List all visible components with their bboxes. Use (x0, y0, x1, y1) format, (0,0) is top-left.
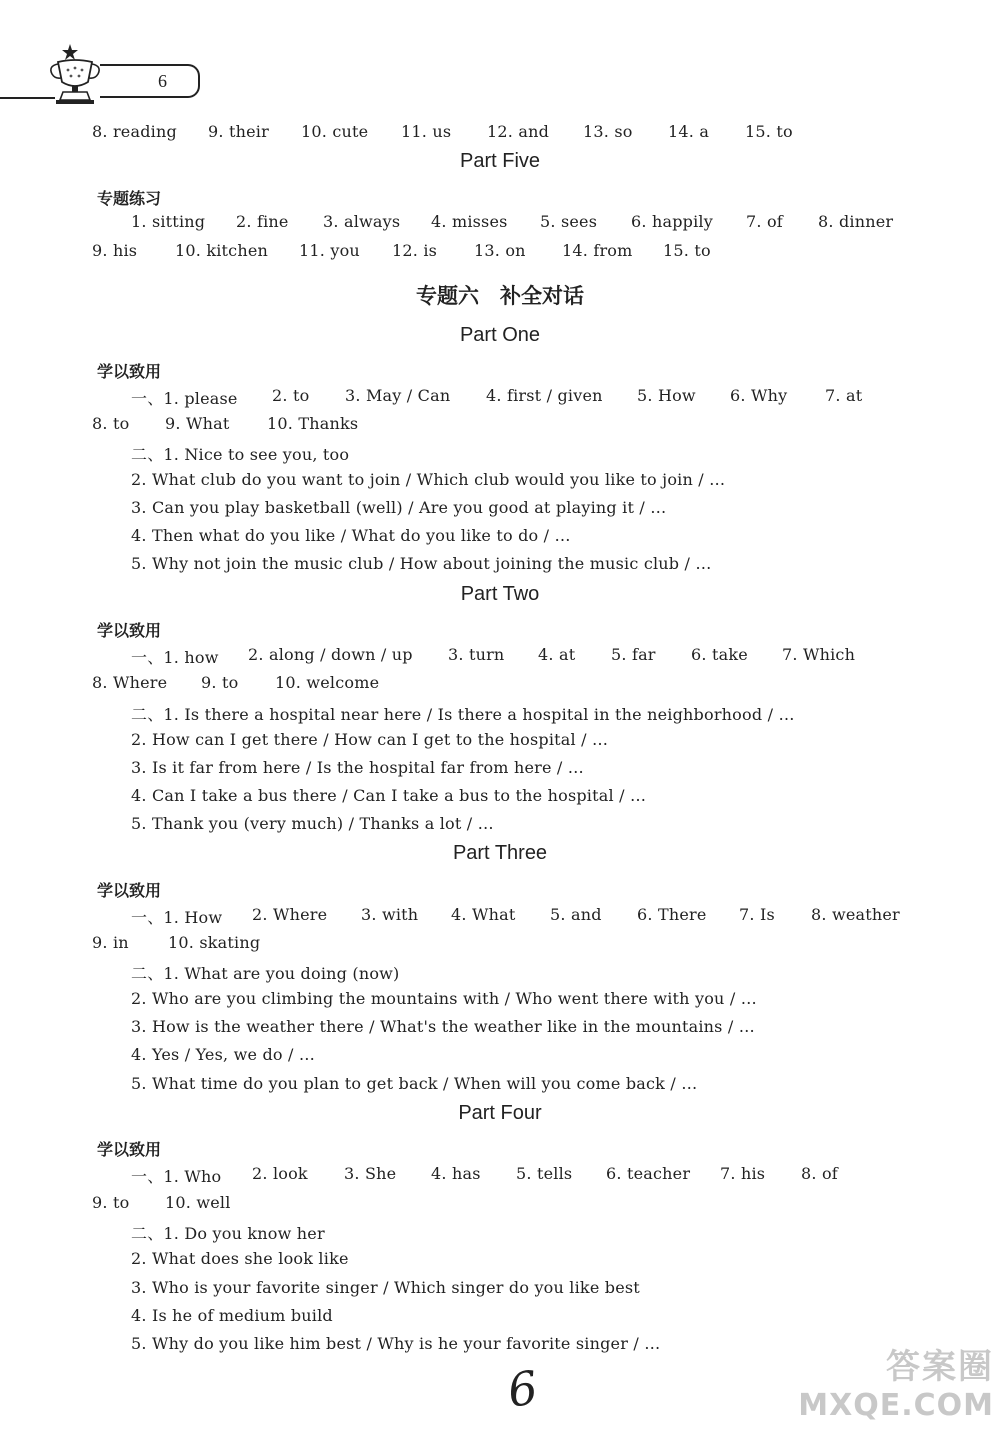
answer-line: 5. Thank you (very much) / Thanks a lot / … (131, 814, 494, 833)
answer-item: 一、1. how (131, 648, 219, 667)
answer-line: 5. Why not join the music club / How about joining the music club / … (131, 554, 712, 573)
answer-line: 2. Who are you climbing the mountains with / Who went there with you / … (131, 989, 757, 1008)
answer-item: 4. What (451, 905, 516, 924)
exercise-label: 专题练习 (97, 189, 162, 208)
answer-line: 二、1. What are you doing (now) (131, 964, 400, 983)
answer-item: 8. of (801, 1164, 838, 1183)
answer-item: 8. to (92, 414, 130, 433)
section-title-part-four: Part Four (458, 1102, 542, 1124)
answer-item: 1. sitting (131, 212, 206, 231)
answer-item: 10. welcome (275, 673, 380, 692)
answer-item: 10. Thanks (267, 414, 359, 433)
section-title-part-one: Part One (459, 324, 541, 346)
watermark (798, 1339, 994, 1423)
answer-item: 10. skating (168, 933, 261, 952)
answer-item: 9. to (92, 1193, 130, 1212)
answer-line: 2. What club do you want to join / Which club would you like to join / … (131, 470, 726, 489)
answer-item: 4. has (431, 1164, 481, 1183)
answer-item: 5. tells (516, 1164, 573, 1183)
page-number-box (100, 64, 200, 98)
answer-item: 8. dinner (818, 212, 894, 231)
answer-item: 5. far (611, 645, 656, 664)
answer-line: 4. Then what do you like / What do you like to do / … (131, 526, 571, 545)
answer-item: 6. take (691, 645, 748, 664)
section-title-part-three: Part Three (452, 842, 548, 864)
answer-item: 9. his (92, 241, 138, 260)
answer-item: 8. reading (92, 122, 177, 141)
page-number: 6 (158, 71, 167, 91)
answer-item: 3. always (323, 212, 401, 231)
answer-item: 6. teacher (606, 1164, 691, 1183)
answer-item: 11. you (299, 241, 360, 260)
answer-item: 2. look (252, 1164, 308, 1183)
answer-item: 11. us (401, 122, 452, 141)
answer-line: 二、1. Nice to see you, too (131, 445, 350, 464)
answer-item: 9. their (208, 122, 269, 141)
answer-item: 3. turn (448, 645, 505, 664)
section-title-part-five: Part Five (459, 150, 541, 172)
answer-item: 12. and (487, 122, 550, 141)
answer-line: 5. Why do you like him best / Why is he your favorite singer / … (131, 1334, 661, 1353)
section-title-part-two: Part Two (460, 583, 540, 605)
answer-item: 10. cute (301, 122, 369, 141)
answer-line: 4. Yes / Yes, we do / … (131, 1045, 316, 1064)
answer-item: 6. Why (730, 386, 788, 405)
answer-item: 14. a (668, 122, 710, 141)
answer-item: 4. at (538, 645, 576, 664)
answer-line: 5. What time do you plan to get back / When will you come back / … (131, 1074, 698, 1093)
answer-item: 8. weather (811, 905, 900, 924)
answer-item: 一、1. Who (131, 1167, 222, 1186)
page-header (0, 40, 220, 110)
answer-line: 3. How is the weather there / What's the weather like in the mountains / … (131, 1017, 755, 1036)
exercise-label: 学以致用 (97, 362, 162, 381)
exercise-label: 学以致用 (97, 1140, 162, 1159)
answer-item: 7. his (720, 1164, 766, 1183)
exercise-label: 学以致用 (97, 621, 162, 640)
answer-line: 2. How can I get there / How can I get to the hospital / … (131, 730, 609, 749)
answer-item: 2. along / down / up (248, 645, 413, 664)
answer-item: 15. to (745, 122, 793, 141)
answer-item: 一、1. How (131, 908, 223, 927)
answer-item: 5. sees (540, 212, 598, 231)
answer-item: 15. to (663, 241, 711, 260)
answer-item: 13. on (474, 241, 526, 260)
trophy-icon (46, 42, 104, 106)
topic-title: 专题六 补全对话 (416, 284, 584, 308)
answer-line: 4. Is he of medium build (131, 1306, 333, 1325)
answer-item: 3. May / Can (345, 386, 451, 405)
answer-item: 3. with (361, 905, 419, 924)
answer-item: 6. There (637, 905, 707, 924)
answer-item: 6. happily (631, 212, 713, 231)
answer-item: 5. How (637, 386, 696, 405)
answer-line: 3. Can you play basketball (well) / Are you good at playing it / … (131, 498, 667, 517)
answer-item: 4. first / given (486, 386, 603, 405)
answer-item: 10. well (165, 1193, 231, 1212)
answer-line: 二、1. Do you know her (131, 1224, 325, 1243)
answer-line: 3. Who is your favorite singer / Which singer do you like best (131, 1278, 640, 1297)
watermark-logo-text: 答案圈 (886, 1347, 994, 1387)
answer-item: 2. fine (236, 212, 289, 231)
answer-item: 7. of (746, 212, 783, 231)
answer-item: 9. in (92, 933, 129, 952)
answer-item: 2. to (272, 386, 310, 405)
answer-item: 7. Which (782, 645, 856, 664)
answer-item: 14. from (562, 241, 633, 260)
answer-item: 4. misses (431, 212, 508, 231)
answer-line: 4. Can I take a bus there / Can I take a bus to the hospital / … (131, 786, 647, 805)
handwritten-page-number: 6 (504, 1360, 541, 1418)
answer-item: 7. at (825, 386, 863, 405)
answer-item: 一、1. please (131, 389, 238, 408)
answer-item: 5. and (550, 905, 602, 924)
answer-item: 13. so (583, 122, 633, 141)
answer-item: 8. Where (92, 673, 168, 692)
answer-line: 2. What does she look like (131, 1249, 349, 1268)
answer-item: 9. to (201, 673, 239, 692)
answer-item: 12. is (392, 241, 438, 260)
answer-item: 9. What (165, 414, 230, 433)
answer-line: 3. Is it far from here / Is the hospital far from here / … (131, 758, 585, 777)
watermark-url: MXQE.COM (798, 1388, 994, 1423)
answer-item: 7. Is (739, 905, 775, 924)
answer-line: 二、1. Is there a hospital near here / Is there a hospital in the neighborhood / … (131, 705, 795, 724)
answer-item: 2. Where (252, 905, 328, 924)
exercise-label: 学以致用 (97, 881, 162, 900)
answer-item: 10. kitchen (175, 241, 269, 260)
answer-item: 3. She (344, 1164, 397, 1183)
